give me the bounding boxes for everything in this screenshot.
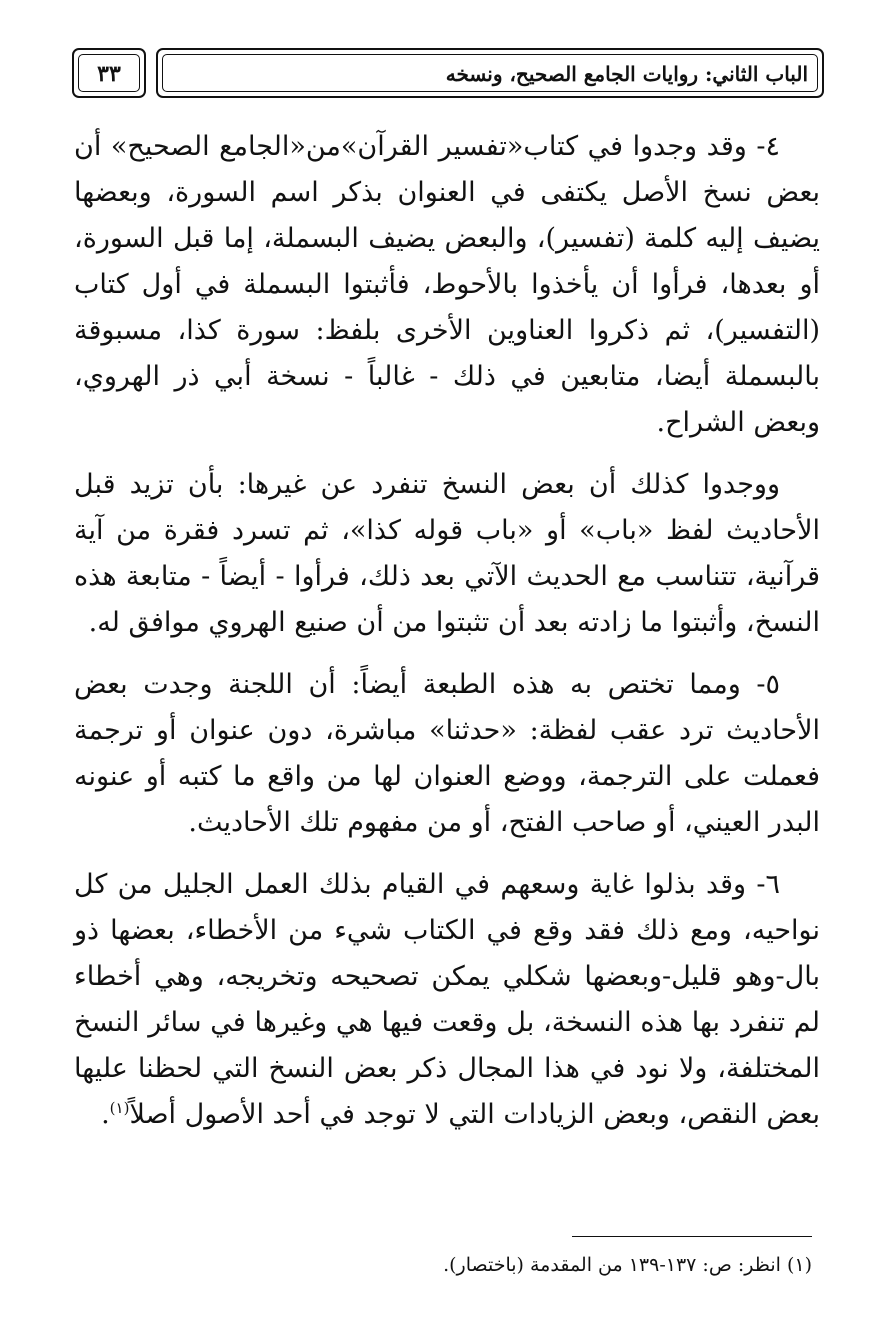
footnote-divider bbox=[572, 1236, 812, 1237]
footnote-reference: (١) bbox=[109, 1099, 130, 1117]
page-header bbox=[72, 48, 824, 106]
paragraph-6: ٦- وقد بذلوا غاية وسعهم في القيام بذلك العمل الجليل من كل نواحيه، ومع ذلك فقد وقع في الكتاب شيء من الأخطاء، بعضها ذو بال-وهو قليل-وبعضها شكلي يمكن تصحيحه وتخريجه، وهي أخطاء لم تنفرد بها هذه النسخة، بل وقعت فيها هي وغيرها في سائر النسخ المختلفة، ولا نود في هذا المجال ذكر بعض النسخ التي لحظنا عليها بعض النقص، وبعض الزيادات التي لا توجد في أحد الأصول أصلاً$^{(١)}$. bbox=[74, 869, 820, 1130]
page-number-box bbox=[72, 48, 146, 98]
chapter-title-box bbox=[156, 48, 824, 98]
paragraph-4-continued: ووجدوا كذلك أن بعض النسخ تنفرد عن غيرها: بأن تزيد قبل الأحاديث لفظ «باب» أو «باب قوله كذا»، ثم تسرد فقرة من آية قرآنية، تتناسب مع الحديث الآتي بعد ذلك، فرأوا - أيضاً - متابعة هذه النسخ، وأثبتوا ما زادته بعد أن تثبتوا من أن صنيع الهروي موافق له. bbox=[74, 469, 820, 638]
paragraph-5: ٥- ومما تختص به هذه الطبعة أيضاً: أن اللجنة وجدت بعض الأحاديث ترد عقب لفظة: «حدثنا» مباشرة، دون عنوان أو ترجمة فعملت على الترجمة، ووضع العنوان لها من واقع ما كتبه أو عنونه البدر العيني، أو صاحب الفتح، أو من مفهوم تلك الأحاديث. bbox=[74, 669, 820, 838]
main-text bbox=[74, 124, 820, 1154]
chapter-title: الباب الثاني: روايات الجامع الصحيح، ونسخه bbox=[445, 62, 808, 86]
page-number: ٣٣ bbox=[97, 61, 121, 87]
footnote-text: انظر: ص: ١٣٧-١٣٩ من المقدمة (باختصار). bbox=[443, 1254, 781, 1276]
paragraph-4: ٤- وقد وجدوا في كتاب«تفسير القرآن»من«الجامع الصحيح» أن بعض نسخ الأصل يكتفى في العنوان بذكر اسم السورة، وبعضها يضيف إليه كلمة (تفسير)، والبعض يضيف البسملة، إما قبل السورة، أو بعدها، فرأوا أن يأخذوا بالأحوط، فأثبتوا البسملة في أول كتاب (التفسير)، ثم ذكروا العناوين الأخرى بلفظ: سورة كذا، مسبوقة بالبسملة أيضا، متابعين في ذلك - غالباً - نسخة أبي ذر الهروي، وبعض الشراح. bbox=[74, 131, 820, 438]
footnote-marker: (١) bbox=[786, 1254, 812, 1276]
footnote bbox=[66, 1250, 812, 1280]
